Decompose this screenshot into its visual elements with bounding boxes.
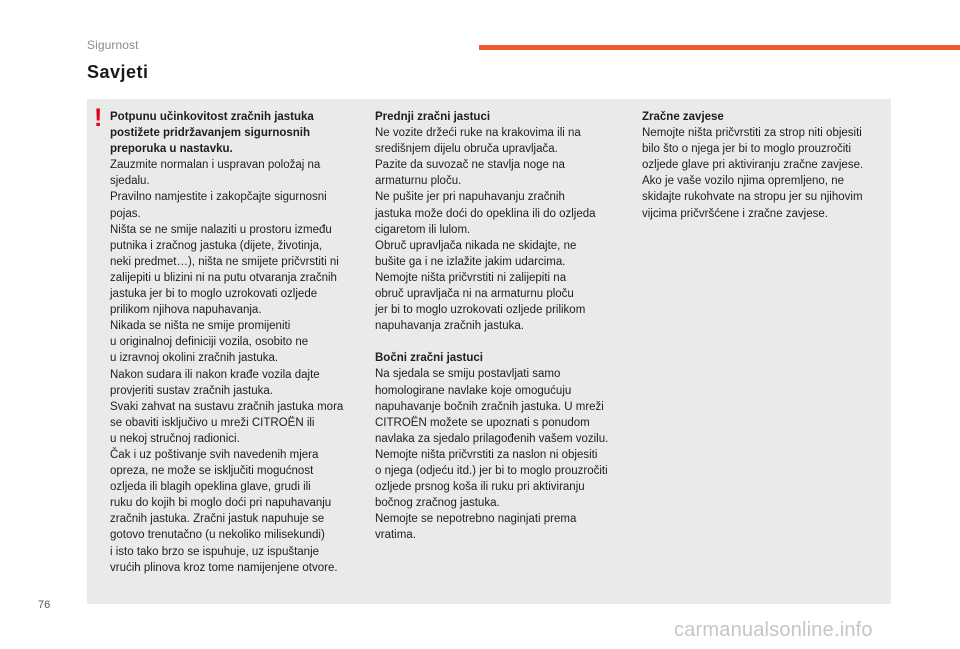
text-line: jastuka može doći do opeklina ili do ozljeda xyxy=(375,207,596,220)
text-line: Nikada se ništa ne smije promijeniti xyxy=(110,320,291,333)
text-line: homologirane navlake koje omogućuju xyxy=(375,384,572,397)
section-spacer xyxy=(375,334,625,350)
text-line: bočnog zračnog jastuka. xyxy=(375,497,500,510)
text-line: vijcima pričvršćene i zračne zavjese. xyxy=(642,207,828,220)
text-line: Ne pušite jer pri napuhavanju zračnih xyxy=(375,191,565,204)
text-line: pojas. xyxy=(110,207,141,220)
text-line: ozljeda ili blagih opeklina glave, grudi ili xyxy=(110,481,311,494)
front-airbags-body xyxy=(375,125,625,334)
front-side-airbag-column xyxy=(375,109,625,543)
text-line: skidajte rukohvate na stropu jer su njihovim xyxy=(642,191,863,204)
text-line: u originalnoj definiciji vozila, osobito ne xyxy=(110,336,309,349)
text-line: cigaretom ili lulom. xyxy=(375,223,471,236)
text-line: bilo što o njega jer bi to moglo prouzročiti xyxy=(642,143,852,156)
general-advice-body xyxy=(110,157,358,575)
general-advice-column xyxy=(110,109,358,576)
text-line: jastuka jer bi to moglo uzrokovati ozljede xyxy=(110,288,318,301)
text-line: jer bi to moglo uzrokovati ozljede prilikom xyxy=(375,304,586,317)
text-line: o njega (odjeću itd.) jer bi to moglo prouzročiti xyxy=(375,464,608,477)
text-line: obruč upravljača ni na armaturnu ploču xyxy=(375,288,574,301)
text-line: ozljede prsnog koša ili ruku pri aktiviranju xyxy=(375,481,585,494)
text-line: zalijepiti u blizini ni na putu otvaranja zračnih xyxy=(110,271,337,284)
text-line: i isto tako brzo se ispuhuje, uz ispuštanje xyxy=(110,545,320,558)
text-line: vratima. xyxy=(375,529,416,542)
front-airbags-heading: Prednji zračni jastuci xyxy=(375,111,491,123)
text-line: armaturnu ploču. xyxy=(375,175,462,188)
text-line: Nemojte ništa pričvrstiti ni zalijepiti na xyxy=(375,271,567,284)
text-line: napuhavanja zračnih jastuka. xyxy=(375,320,524,333)
text-line: putnika i zračnog jastuka (dijete, životinja, xyxy=(110,239,323,252)
curtain-airbag-column xyxy=(642,109,882,222)
page-title: Savjeti xyxy=(87,62,149,82)
text-line: Nemojte ništa pričvrstiti za strop niti objesiti xyxy=(642,127,862,140)
lead-line: Potpunu učinkovitost zračnih jastuka xyxy=(110,111,314,123)
text-line: gotovo trenutačno (u nekoliko milisekundi) xyxy=(110,529,325,542)
text-line: zračnih jastuka. Zračni jastuk napuhuje se xyxy=(110,513,325,526)
text-line: ozljede glave pri aktiviranju zračne zavjese. xyxy=(642,159,864,172)
text-line: se obaviti isključivo u mreži CITROËN ili xyxy=(110,416,315,429)
side-airbags-body xyxy=(375,366,625,543)
curtain-airbags-body xyxy=(642,125,882,222)
lead-line: postižete pridržavanjem sigurnosnih xyxy=(110,127,311,140)
general-advice-lead xyxy=(110,109,358,157)
text-line: ruku do kojih bi moglo doći pri napuhavanju xyxy=(110,497,332,510)
text-line: Zauzmite normalan i uspravan položaj na xyxy=(110,159,321,172)
text-line: Pravilno namjestite i zakopčajte sigurnosni xyxy=(110,191,327,204)
text-line: Nakon sudara ili nakon krađe vozila dajte xyxy=(110,368,320,381)
curtain-airbags-heading: Zračne zavjese xyxy=(642,111,724,123)
lead-line: preporuka u nastavku. xyxy=(110,143,233,156)
text-line: napuhavanje bočnih zračnih jastuka. U mreži xyxy=(375,400,604,413)
text-line: Čak i uz poštivanje svih navedenih mjera xyxy=(110,448,319,461)
text-line: opreza, ne može se isključiti mogućnost xyxy=(110,465,314,478)
text-line: središnjem dijelu obruča upravljača. xyxy=(375,143,558,156)
text-line: bušite ga i ne izlažite jakim udarcima. xyxy=(375,255,566,268)
text-line: sjedalu. xyxy=(110,175,150,188)
text-line: Obruč upravljača nikada ne skidajte, ne xyxy=(375,239,577,252)
text-line: Pazite da suvozač ne stavlja noge na xyxy=(375,159,565,172)
section-accent-bar xyxy=(479,45,960,50)
watermark: carmanualsonline.info xyxy=(674,619,873,641)
text-line: Svaki zahvat na sustavu zračnih jastuka mora xyxy=(110,400,344,413)
text-line: CITROËN možete se upoznati s ponudom xyxy=(375,416,590,429)
exclamation-mark-icon: ! xyxy=(94,104,103,132)
text-line: Ne vozite držeći ruke na krakovima ili na xyxy=(375,127,581,140)
text-line: prilikom njihova napuhavanja. xyxy=(110,304,262,317)
side-airbags-heading: Bočni zračni jastuci xyxy=(375,352,484,365)
text-line: Nemojte ništa pričvrstiti za naslon ni objesiti xyxy=(375,448,598,461)
section-label: Sigurnost xyxy=(87,38,139,52)
text-line: Ako je vaše vozilo njima opremljeno, ne xyxy=(642,175,844,188)
text-line: Nemojte se nepotrebno naginjati prema xyxy=(375,513,577,526)
text-line: vrućih plinova kroz tome namijenjene otvore. xyxy=(110,561,338,574)
text-line: provjeriti sustav zračnih jastuka. xyxy=(110,384,273,397)
text-line: Ništa se ne smije nalaziti u prostoru između xyxy=(110,223,332,236)
text-line: u nekoj stručnoj radionici. xyxy=(110,432,240,445)
text-line: navlaka za sjedalo prilagođenih vašem vozilu. xyxy=(375,432,609,445)
text-line: neki predmet…), ništa ne smijete pričvrstiti ni xyxy=(110,255,339,268)
text-line: u izravnoj okolini zračnih jastuka. xyxy=(110,352,279,365)
text-line: Na sjedala se smiju postavljati samo xyxy=(375,368,561,381)
page-number: 76 xyxy=(38,599,51,611)
